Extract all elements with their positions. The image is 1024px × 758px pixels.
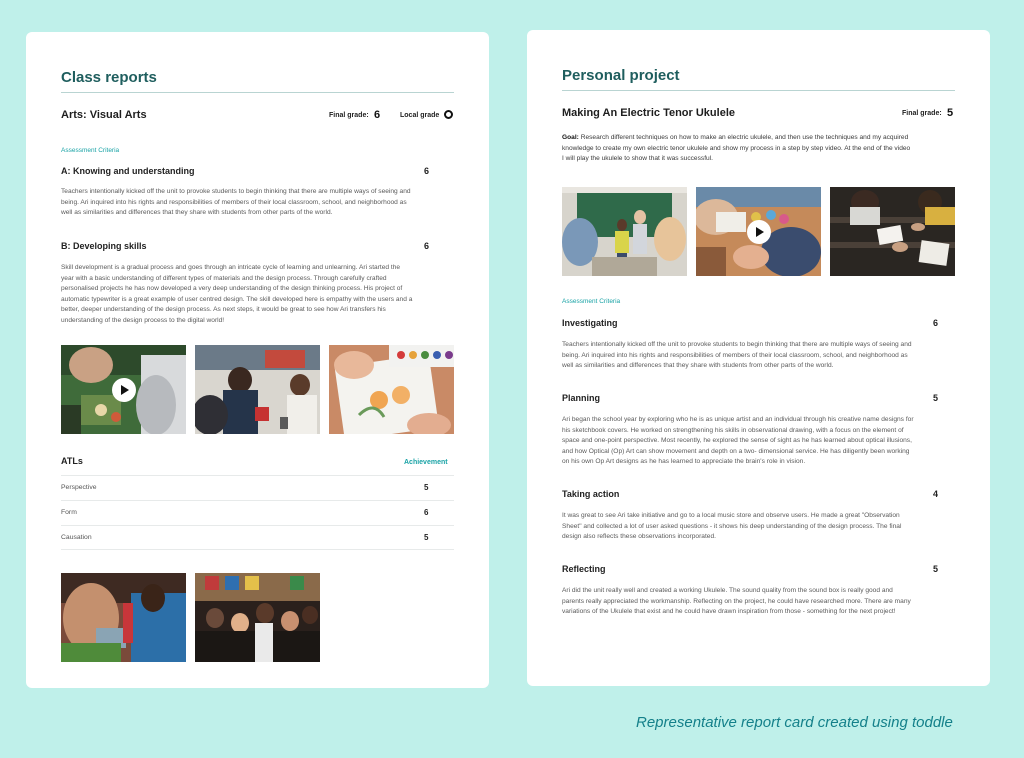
video-thumbnail-craft-table[interactable] [696,187,821,276]
criterion-investigating-score: 6 [933,318,939,328]
project-title: Making An Electric Tenor Ukulele [562,107,735,119]
text-line: It was great to see Ari take initiative and go to a local music store and observe users. He made a great "Observation [562,512,900,519]
text-line: I will play the ukulele to show that it was successful. [562,155,713,163]
goal-text [562,133,962,165]
text-line: being. Ari inquired into his rights and responsibilities of members of their local classroom, school, and neighborhood as [61,198,407,206]
text-line: being. Ari inquired into his rights and responsibilities of members of their local classroom, school, and neighborhood as [562,351,908,359]
atl-value: 6 [424,508,429,517]
criterion-taking-action-title: Taking action [562,489,620,499]
text-line: variations of the Ukulele that exist and he could have drawn inspiration from those - something for the next project! [562,608,896,616]
text-line: knowledge to create my own electric tenor ukulele and show my process in a step by step video. At the end of the video [562,144,911,152]
title-divider [562,90,955,91]
text-line: Sheet" and collected a lot of user asked questions - it shows his deep understanding of the design process. The final [562,522,902,530]
criterion-taking-action-score: 4 [933,489,939,499]
text-line: design also reflects these observations incorporated. [562,533,716,541]
atl-row [61,475,454,500]
text-line: Skill development is a gradual process and goes through an intricate cycle of learning and unlearning. Ari started the [61,264,401,271]
atl-row [61,500,454,525]
text-line: well as similarities and differences that they share with students from other parts of the world. [61,209,333,217]
class-reports-title: Class reports [61,69,157,86]
text-line: Teachers intentionally kicked off the unit to provoke students to begin thinking that there are multiple ways of seeing and [61,188,411,195]
local-grade-label: Local grade [400,112,440,119]
photo-class-group [195,573,320,662]
text-line: understanding of the design process to the digital world! [61,316,225,324]
text-line: well as similarities and differences that they share with students from other parts of the world. [562,362,834,370]
photo-students-making [195,345,320,434]
final-grade-value: 6 [374,109,381,121]
text-line: parents really appreciated the workmanship. Reflecting on the project, he could have researched more. There are many [562,597,911,605]
achievement-label: Achievement [404,459,448,466]
class-reports-card [26,32,489,688]
text-line: his sketchbook covers. He worked on strengthening his skills in observational drawing, with a focus on the element of [562,426,904,434]
final-grade-label: Final grade: [902,110,942,117]
photo-classroom-presentation [562,187,687,276]
criterion-taking-action-text [562,511,962,543]
photo-watercolor-painting [329,345,454,434]
assessment-criteria-label: Assessment Criteria [562,298,621,305]
criterion-a-title: A: Knowing and understanding [61,166,195,176]
play-icon[interactable] [112,378,136,402]
text-line: Ari began the school year by exploring who he is as unique artist and an individual through his creative name designs for [562,416,914,423]
criterion-b-title: B: Developing skills [61,241,147,251]
goal-line: Research different techniques on how to make an electric ukulele, and then use the techniques and my acquired [578,134,909,141]
footer-caption: Representative report card created using toddle [636,714,953,731]
criterion-planning-score: 5 [933,393,939,403]
criterion-investigating-text [562,340,962,372]
atl-value: 5 [424,533,429,542]
text-line: Ari did the unit really well and created a working Ukulele. The sound quality from the sound box is really good and [562,587,893,594]
photo-child-activity [61,573,186,662]
atl-name: Form [61,509,77,516]
text-line: and how Optical (Op) Art can show movement and depth on a two- dimensional service. He has diligently been working [562,447,910,455]
atl-name: Perspective [61,484,97,491]
text-line: automatic typewriter is a great example of user centred design. The skill developed here is empathy with the users and a [61,295,413,303]
text-line [562,133,962,144]
criterion-b-text [61,263,461,327]
assessment-criteria-label: Assessment Criteria [61,147,120,154]
criterion-reflecting-score: 5 [933,564,939,574]
personal-project-card [527,30,990,686]
final-grade-value: 5 [947,107,954,119]
criterion-investigating-title: Investigating [562,318,618,328]
local-grade-circle-icon [444,110,453,119]
criterion-planning-title: Planning [562,393,600,403]
criterion-a-score: 6 [424,166,430,176]
final-grade-label: Final grade: [329,112,369,119]
atl-row [61,525,454,550]
title-divider [61,92,454,93]
play-icon[interactable] [747,220,771,244]
personal-project-title: Personal project [562,67,680,84]
criterion-reflecting-text [562,586,962,618]
text-line: on his own Op Art designs as he has learned to appreciate the brain's role in vision. [562,458,806,466]
video-thumbnail-classroom-kids[interactable] [61,345,186,434]
atl-value: 5 [424,483,429,492]
text-line: space and one-point perspective. Most recently, he explored the sense of sight as he has learned about optical illusions, [562,437,912,445]
subject-title: Arts: Visual Arts [61,109,147,121]
text-line: personalised projects he has now developed a very deep understanding of the design thinking process. His project of [61,285,403,293]
atl-name: Causation [61,534,92,541]
goal-label: Goal: [562,134,579,141]
text-line: better, deeper understanding of the design process. As next steps, it would be great to see how Ari transfers his [61,306,386,314]
criterion-b-score: 6 [424,241,430,251]
atls-title: ATLs [61,456,83,466]
criterion-reflecting-title: Reflecting [562,564,606,574]
criterion-planning-text [562,415,962,468]
text-line: year with a basic understanding of different types of materials and the design process. Through carefully crafted [61,274,387,282]
text-line: Teachers intentionally kicked off the unit to provoke students to begin thinking that there are multiple ways of seeing and [562,341,912,348]
criterion-a-text [61,187,461,219]
photo-students-reading [830,187,955,276]
